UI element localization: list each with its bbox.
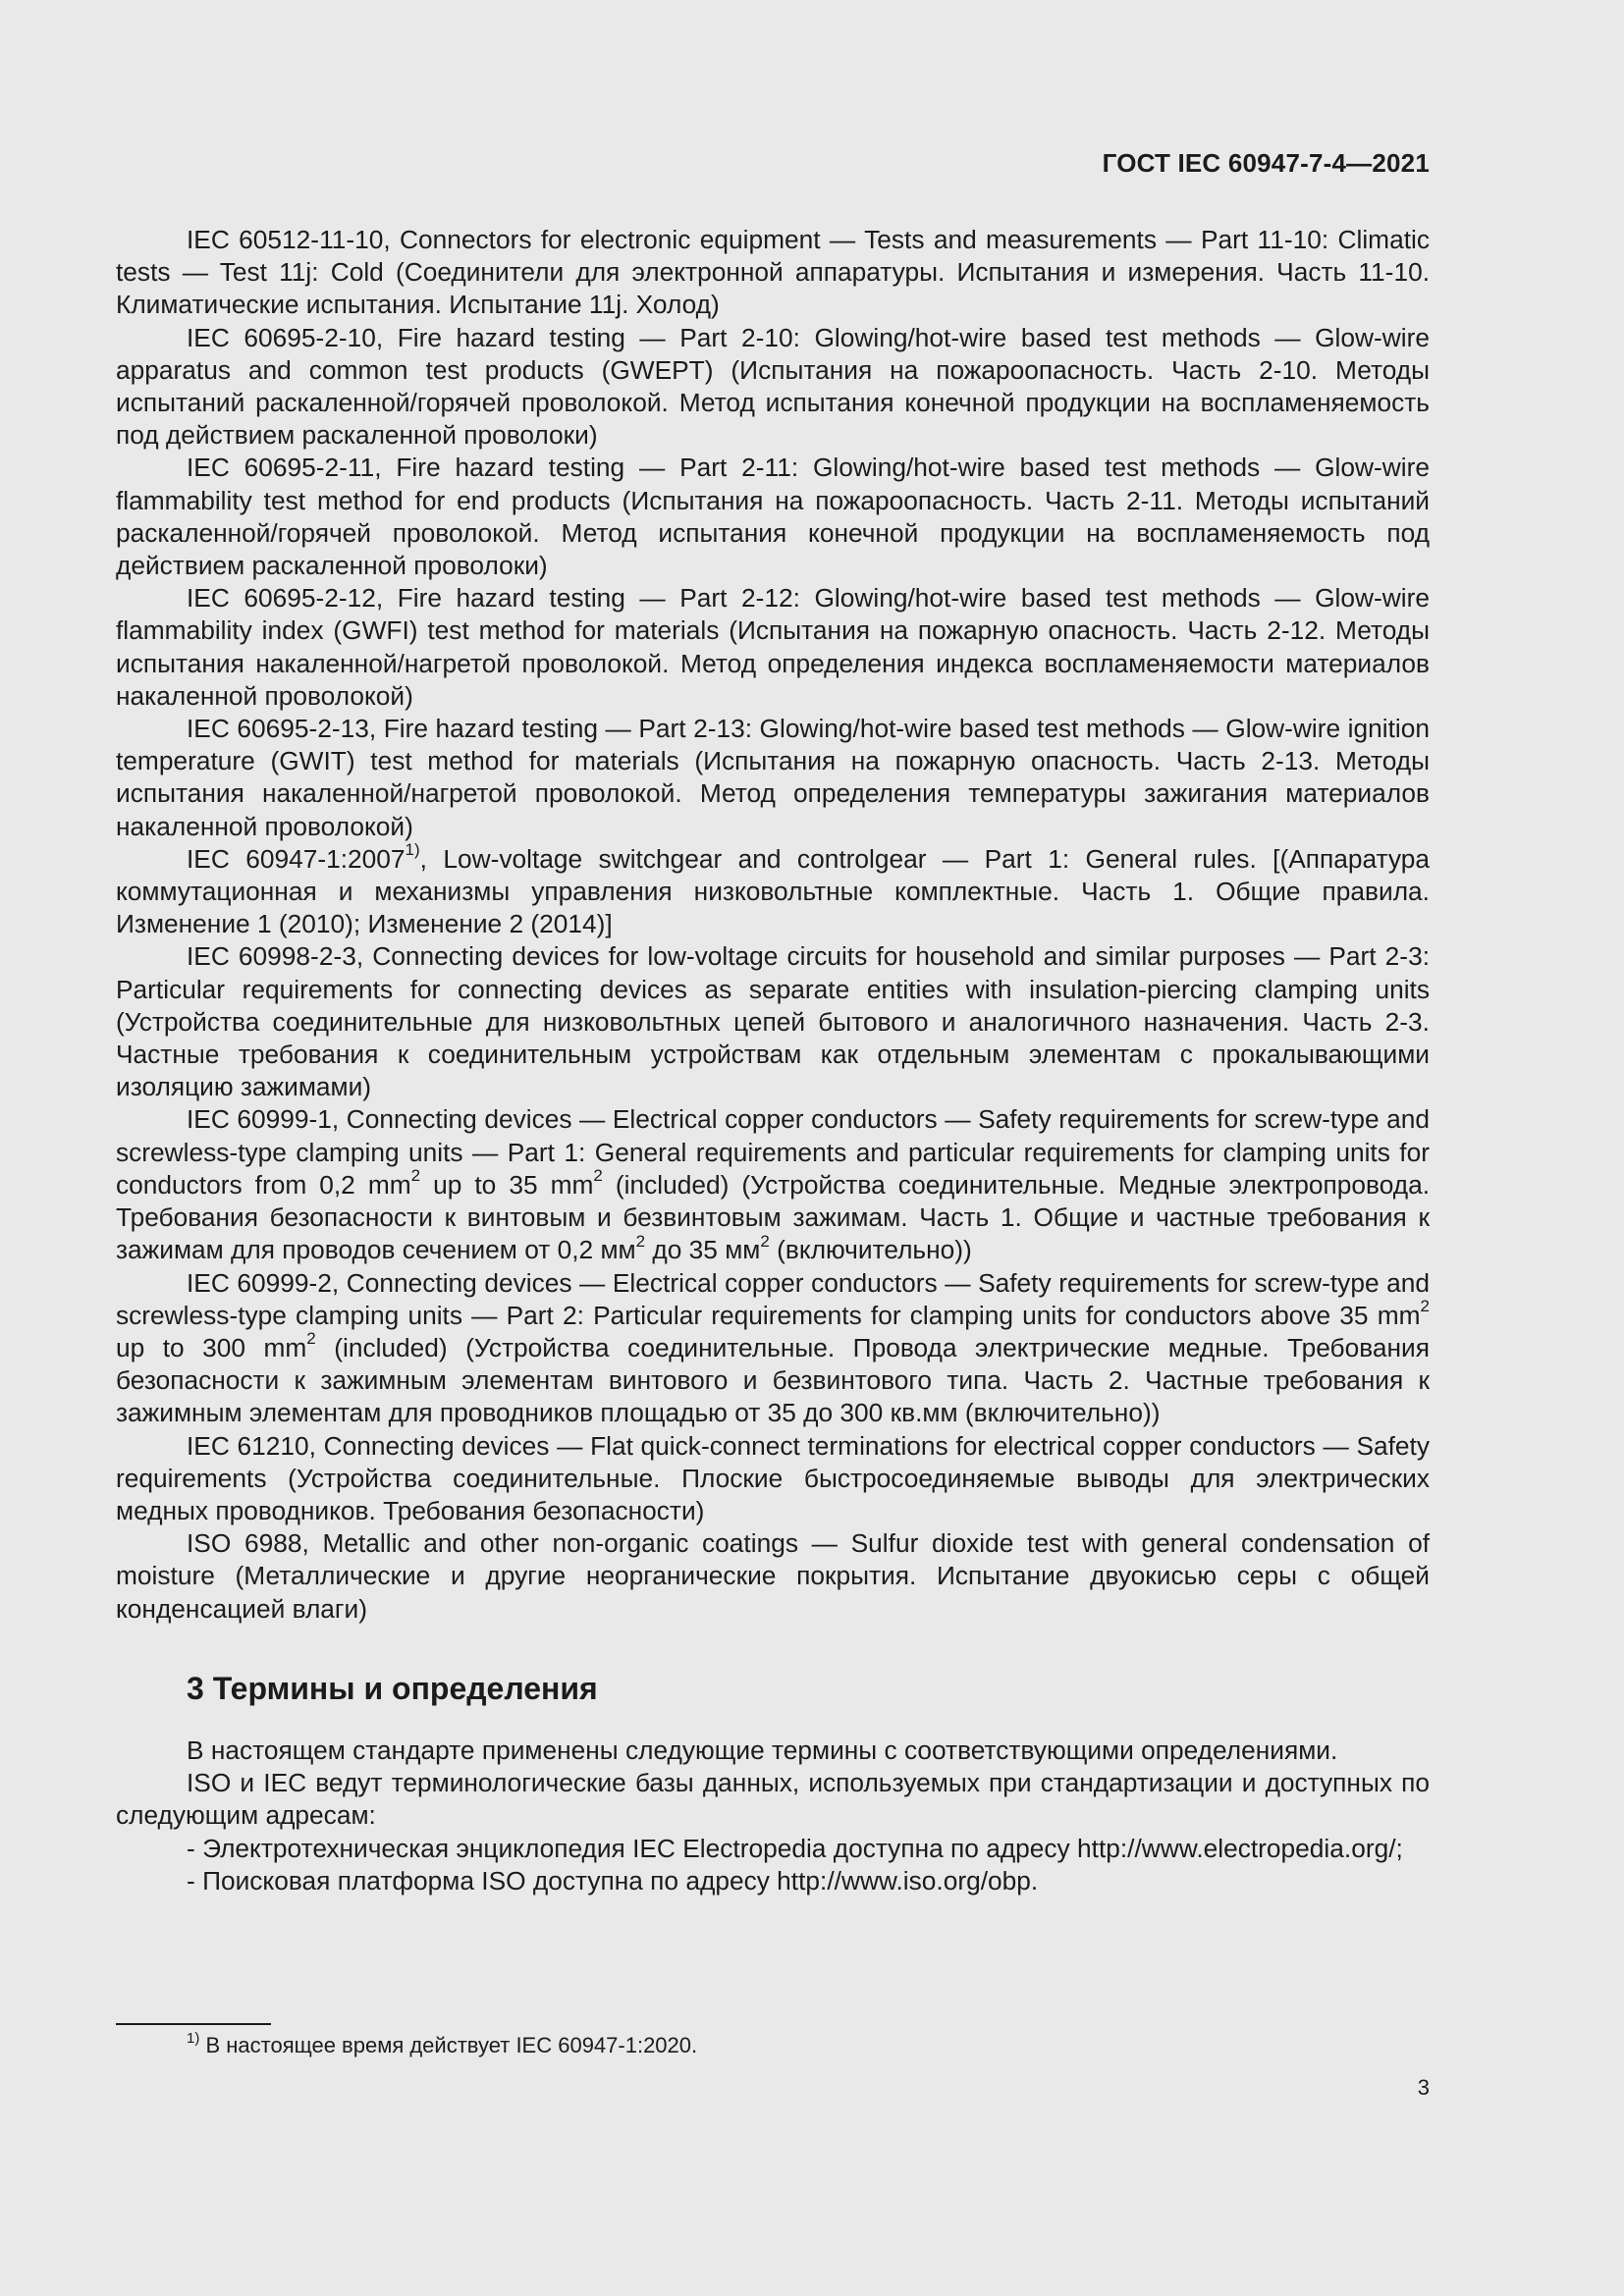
reference-item [116, 1103, 1430, 1266]
footnote-marker: 1) [187, 2029, 200, 2047]
reference-text: , Low-voltage switchgear and controlgear — Part 1: General rules. [(Аппаратура коммутационная и механизмы управления низковольтные комплектные. Часть 1. Общие правила. Изменение 1 (2010); Изменение 2 (2014)] [116, 843, 1430, 939]
reference-item [116, 840, 1430, 941]
superscript: 2 [410, 1166, 421, 1186]
footnote [187, 2031, 697, 2060]
reference-text: up to 300 mm [116, 1332, 307, 1362]
superscript: 2 [760, 1231, 770, 1251]
document-code: ГОСТ IEC 60947-7-4—2021 [1102, 148, 1430, 178]
reference-text: до 35 мм [645, 1235, 761, 1265]
reference-item: IEC 60998-2-3, Connecting devices for low-voltage circuits for household and similar purposes — Part 2-3: Particular requirements for connecting devices as separate entities with insulation-piercing clamping units (Устройства соединительные для низковольтных цепей бытового и аналогичного назначения. Часть 2-3. Частные требования к соединительным устройствам как отдельным элементам с прокалывающими изоляцию зажимами) [116, 941, 1430, 1102]
section-heading: 3 Термины и определения [187, 1671, 598, 1706]
reference-text: (included) (Устройства соединительные. Медные электропровода. Требования безопасности к винтовым и безвинтовым зажимам. Часть 1. Общие и частные требования к зажимам для проводов сечением от 0,2 мм [116, 1169, 1431, 1265]
reference-item: IEC 60695-2-11, Fire hazard testing — Part 2-11: Glowing/hot-wire based test methods — Glow-wire flammability test method for end products (Испытания на пожароопасность. Часть 2-11. Методы испытаний раскаленной/горячей проволокой. Метод испытания конечной продукции на воспламеняемость под действием раскаленной проволоки) [116, 453, 1430, 581]
reference-item: IEC 60695-2-10, Fire hazard testing — Part 2-10: Glowing/hot-wire based test methods — Glow-wire apparatus and common test products (GWEPT) (Испытания на пожароопасность. Часть 2-10. Методы испытаний раскаленной/горячей проволокой. Метод испытания конечной продукции на воспламеняемость под действием раскаленной проволоки) [116, 322, 1430, 451]
footnote-ref: 1) [405, 840, 420, 860]
reference-item: IEC 61210, Connecting devices — Flat quick-connect terminations for electrical copper conductors — Safety requirements (Устройства соединительные. Плоские быстросоединяемые выводы для электрических медных проводников. Требования безопасности) [116, 1430, 1430, 1525]
superscript: 2 [306, 1329, 316, 1349]
superscript: 2 [1420, 1296, 1430, 1315]
superscript: 2 [635, 1231, 646, 1251]
reference-text: (included) (Устройства соединительные. Провода электрические медные. Требования безопасности к зажимным элементам винтового и безвинтового типа. Часть 2. Частные требования к зажимным элементам для проводников площадью от 35 до 300 кв.мм (включительно)) [116, 1332, 1430, 1428]
page-number: 3 [1417, 2075, 1430, 2100]
reference-item: ISO 6988, Metallic and other non-organic coatings — Sulfur dioxide test with general condensation of moisture (Металлические и другие неорганические покрытия. Испытание двуокисью серы с общей конденсацией влаги) [116, 1528, 1430, 1624]
footnote-text: В настоящее время действует IEC 60947-1:2020. [199, 2033, 698, 2057]
reference-item: IEC 60695-2-13, Fire hazard testing — Part 2-13: Glowing/hot-wire based test methods — Glow-wire ignition temperature (GWIT) test method for materials (Испытания на пожарную опасность. Часть 2-13. Методы испытания накаленной/нагретой проволокой. Метод определения температуры зажигания материалов накаленной проволокой) [116, 714, 1430, 841]
list-item: - Поисковая платформа ISO доступна по адресу http://www.iso.org/obp. [187, 1865, 1039, 1896]
reference-item [116, 1267, 1430, 1430]
reference-text: up to 35 mm [420, 1169, 594, 1200]
section-intro: В настоящем стандарте применены следующие термины с соответствующими определениями. [187, 1735, 1338, 1765]
list-item: - Электротехническая энциклопедия IEC Electropedia доступна по адресу http://www.electropedia.org/; [187, 1833, 1403, 1863]
reference-text: (включительно)) [769, 1235, 972, 1265]
reference-text: IEC 60947-1:2007 [187, 843, 406, 874]
reference-item: IEC 60695-2-12, Fire hazard testing — Part 2-12: Glowing/hot-wire based test methods — Glow-wire flammability index (GWFI) test method for materials (Испытания на пожарную опасность. Часть 2-12. Методы испытания накаленной/нагретой проволокой. Метод определения индекса воспламеняемости материалов накаленной проволокой) [116, 583, 1430, 711]
section-databases: ISO и IEC ведут терминологические базы данных, используемых при стандартизации и доступных по следующим адресам: [116, 1768, 1430, 1831]
terms-section [116, 1735, 1430, 1897]
reference-text: IEC 60999-1, Connecting devices — Electrical copper conductors — Safety requirements for screw-type and screwless-type clamping units — Part 1: General requirements and particular requirements for clamping units for conductors from 0,2 mm [116, 1104, 1430, 1200]
footnote-separator [116, 2023, 271, 2025]
reference-item: IEC 60512-11-10, Connectors for electronic equipment — Tests and measurements — Part 11-10: Climatic tests — Test 11j: Cold (Соединители для электронной аппаратуры. Испытания и измерения. Часть 11-10. Климатические испытания. Испытание 11j. Холод) [116, 225, 1430, 320]
reference-text: IEC 60999-2, Connecting devices — Electrical copper conductors — Safety requirements for screw-type and screwless-type clamping units — Part 2: Particular requirements for clamping units for conductors above 35 mm [116, 1267, 1430, 1330]
superscript: 2 [593, 1166, 603, 1186]
normative-references [116, 224, 1430, 1626]
